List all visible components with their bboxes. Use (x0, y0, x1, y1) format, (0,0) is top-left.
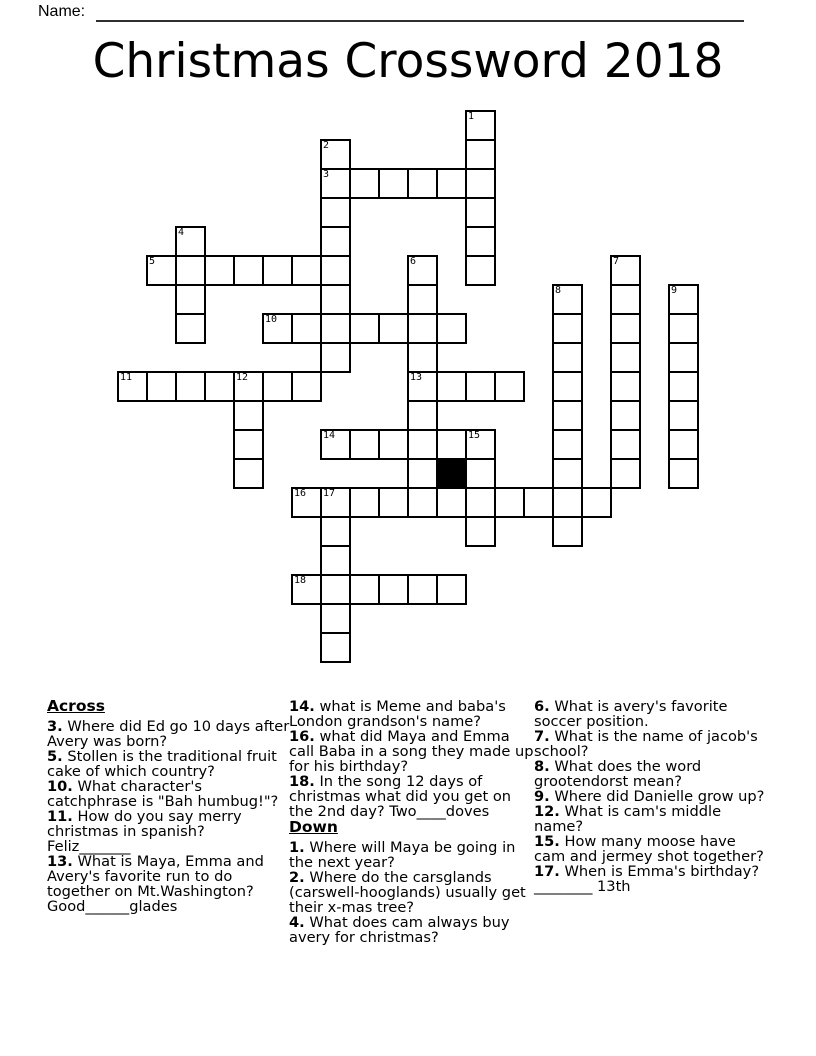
grid-cell[interactable] (668, 284, 699, 315)
grid-cell[interactable] (552, 284, 583, 315)
grid-cell[interactable] (320, 632, 351, 663)
grid-cell[interactable] (610, 313, 641, 344)
grid-cell[interactable] (320, 516, 351, 547)
grid-cell[interactable] (349, 574, 380, 605)
grid-cell[interactable] (668, 429, 699, 460)
grid-cell[interactable] (320, 342, 351, 373)
clue-number: 16. (289, 728, 315, 745)
clue-number: 11. (47, 808, 73, 825)
clue-item: 16. what did Maya and Emma call Baba in a song they made up for his birthday? (289, 728, 534, 775)
clue-number: 8. (534, 758, 550, 775)
grid-cell[interactable] (407, 313, 438, 344)
clues-column-middle (289, 699, 537, 945)
cell-number: 4 (178, 227, 185, 238)
cell-number: 6 (410, 256, 417, 267)
grid-cell[interactable] (320, 487, 351, 518)
cell-number: 15 (468, 430, 481, 441)
grid-cell[interactable] (320, 603, 351, 634)
grid-cell[interactable] (436, 574, 467, 605)
grid-cell[interactable] (552, 342, 583, 373)
grid-cell[interactable] (610, 400, 641, 431)
clue-list-heading: Across (47, 697, 105, 715)
clue-item: 15. How many moose have cam and jermey shot together? (534, 833, 764, 865)
grid-cell[interactable] (320, 168, 351, 199)
grid-cell[interactable] (262, 371, 293, 402)
clue-item: 1. Where will Maya be going in the next year? (289, 839, 516, 871)
grid-cell[interactable] (175, 313, 206, 344)
clues-column-across (47, 699, 290, 914)
cell-number: 7 (613, 256, 620, 267)
grid-cell[interactable] (291, 371, 322, 402)
grid-cell[interactable] (378, 429, 409, 460)
clue-number: 1. (289, 839, 305, 856)
grid-cell[interactable] (436, 313, 467, 344)
grid-cell[interactable] (349, 487, 380, 518)
grid-cell[interactable] (320, 255, 351, 286)
grid-cell[interactable] (494, 487, 525, 518)
cell-number: 8 (555, 285, 562, 296)
grid-cell[interactable] (465, 255, 496, 286)
clue-number: 3. (47, 718, 63, 735)
grid-cell[interactable] (407, 487, 438, 518)
grid-cell[interactable] (320, 574, 351, 605)
clue-number: 10. (47, 778, 73, 795)
grid-cell[interactable] (668, 371, 699, 402)
grid-cell[interactable] (436, 487, 467, 518)
grid-cell[interactable] (407, 342, 438, 373)
grid-cell[interactable] (552, 371, 583, 402)
grid-cell[interactable] (407, 574, 438, 605)
grid-cell[interactable] (175, 284, 206, 315)
cell-number: 16 (294, 488, 307, 499)
clue-number: 14. (289, 698, 315, 715)
grid-cell[interactable] (349, 168, 380, 199)
grid-cell[interactable] (552, 516, 583, 547)
grid-cell[interactable] (407, 168, 438, 199)
clue-number: 5. (47, 748, 63, 765)
cell-number: 18 (294, 575, 307, 586)
cell-number: 13 (410, 372, 423, 383)
clue-item: 13. What is Maya, Emma and Avery's favorite run to do together on Mt.Washington? Good______glades (47, 853, 264, 915)
grid-cell-black (436, 458, 467, 489)
clue-number: 6. (534, 698, 550, 715)
cell-number: 9 (671, 285, 678, 296)
page-title: Christmas Crossword 2018 (92, 34, 724, 89)
grid-cell[interactable] (465, 139, 496, 170)
cell-number: 1 (468, 111, 475, 122)
grid-cell[interactable] (465, 487, 496, 518)
grid-cell[interactable] (378, 574, 409, 605)
grid-cell[interactable] (465, 197, 496, 228)
grid-cell[interactable] (465, 371, 496, 402)
grid-cell[interactable] (552, 458, 583, 489)
grid-cell[interactable] (407, 284, 438, 315)
grid-cell[interactable] (436, 168, 467, 199)
cell-number: 5 (149, 256, 156, 267)
grid-cell[interactable] (175, 371, 206, 402)
grid-cell[interactable] (320, 139, 351, 170)
grid-cell[interactable] (233, 400, 264, 431)
cell-number: 2 (323, 140, 330, 151)
grid-cell[interactable] (407, 255, 438, 286)
grid-cell[interactable] (668, 342, 699, 373)
clue-number: 2. (289, 869, 305, 886)
cell-number: 10 (265, 314, 278, 325)
clue-number: 17. (534, 863, 560, 880)
grid-cell[interactable] (407, 458, 438, 489)
grid-cell[interactable] (320, 429, 351, 460)
clue-number: 7. (534, 728, 550, 745)
clue-item: 4. What does cam always buy avery for christmas? (289, 914, 510, 946)
grid-cell[interactable] (610, 284, 641, 315)
grid-cell[interactable] (291, 574, 322, 605)
grid-cell[interactable] (436, 429, 467, 460)
grid-cell[interactable] (320, 197, 351, 228)
grid-cell[interactable] (204, 371, 235, 402)
cell-number: 17 (323, 488, 336, 499)
grid-cell[interactable] (262, 313, 293, 344)
grid-cell[interactable] (291, 255, 322, 286)
grid-cell[interactable] (291, 313, 322, 344)
clue-item: 2. Where do the carsglands (carswell-hooglands) usually get their x-mas tree? (289, 869, 526, 916)
clue-item: 11. How do you say merry christmas in spanish? Feliz_______ (47, 808, 242, 855)
grid-cell[interactable] (610, 342, 641, 373)
clue-number: 13. (47, 853, 73, 870)
grid-cell[interactable] (436, 371, 467, 402)
grid-cell[interactable] (320, 545, 351, 576)
clue-number: 15. (534, 833, 560, 850)
grid-cell[interactable] (378, 168, 409, 199)
grid-cell[interactable] (610, 371, 641, 402)
grid-cell[interactable] (117, 371, 148, 402)
grid-cell[interactable] (175, 255, 206, 286)
grid-cell[interactable] (552, 487, 583, 518)
clue-list-heading: Down (289, 818, 338, 836)
clue-number: 18. (289, 773, 315, 790)
clue-item: 3. Where did Ed go 10 days after Avery was born? (47, 718, 290, 750)
grid-cell[interactable] (407, 429, 438, 460)
grid-cell[interactable] (552, 429, 583, 460)
grid-cell[interactable] (494, 371, 525, 402)
grid-cell[interactable] (233, 429, 264, 460)
clue-item: 17. When is Emma's birthday? ________ 13th (534, 863, 760, 895)
clue-number: 12. (534, 803, 560, 820)
grid-cell[interactable] (291, 487, 322, 518)
grid-cell[interactable] (349, 429, 380, 460)
clue-item: 5. Stollen is the traditional fruit cake of which country? (47, 748, 277, 780)
grid-cell[interactable] (668, 313, 699, 344)
grid-cell[interactable] (349, 313, 380, 344)
grid-cell[interactable] (465, 458, 496, 489)
grid-cell[interactable] (407, 371, 438, 402)
grid-cell[interactable] (320, 313, 351, 344)
grid-cell[interactable] (552, 313, 583, 344)
name-label: Name: (38, 3, 86, 20)
grid-cell[interactable] (320, 226, 351, 257)
grid-cell[interactable] (146, 255, 177, 286)
clue-number: 9. (534, 788, 550, 805)
grid-cell[interactable] (465, 226, 496, 257)
cell-number: 14 (323, 430, 336, 441)
grid-cell[interactable] (581, 487, 612, 518)
grid-cell[interactable] (552, 400, 583, 431)
grid-cell[interactable] (668, 400, 699, 431)
grid-cell[interactable] (320, 284, 351, 315)
cell-number: 3 (323, 169, 330, 180)
grid-cell[interactable] (610, 429, 641, 460)
grid-cell[interactable] (407, 400, 438, 431)
grid-cell[interactable] (465, 110, 496, 141)
grid-cell[interactable] (233, 458, 264, 489)
cell-number: 12 (236, 372, 249, 383)
clue-number: 4. (289, 914, 305, 931)
clue-item: 14. what is Meme and baba's London grandson's name? (289, 698, 506, 730)
clue-item: 6. What is avery's favorite soccer position. (534, 698, 728, 730)
grid-cell[interactable] (610, 255, 641, 286)
grid-cell[interactable] (378, 487, 409, 518)
clue-item: 12. What is cam's middle name? (534, 803, 722, 835)
cell-number: 11 (120, 372, 133, 383)
grid-cell[interactable] (233, 255, 264, 286)
grid-cell[interactable] (262, 255, 293, 286)
grid-cell[interactable] (146, 371, 177, 402)
grid-cell[interactable] (233, 371, 264, 402)
grid-cell[interactable] (465, 516, 496, 547)
grid-cell[interactable] (668, 458, 699, 489)
clues-column-right (534, 699, 765, 894)
grid-cell[interactable] (610, 458, 641, 489)
grid-cell[interactable] (523, 487, 554, 518)
grid-cell[interactable] (465, 168, 496, 199)
grid-cell[interactable] (204, 255, 235, 286)
clue-item: 10. What character's catchphrase is "Bah humbug!"? (47, 778, 279, 810)
clue-item: 7. What is the name of jacob's school? (534, 728, 758, 760)
grid-cell[interactable] (175, 226, 206, 257)
clue-item: 18. In the song 12 days of christmas what did you get on the 2nd day? Two____doves (289, 773, 511, 820)
clue-item: 9. Where did Danielle grow up? (534, 788, 765, 805)
clue-item: 8. What does the word grootendorst mean? (534, 758, 702, 790)
grid-cell[interactable] (378, 313, 409, 344)
grid-cell[interactable] (465, 429, 496, 460)
